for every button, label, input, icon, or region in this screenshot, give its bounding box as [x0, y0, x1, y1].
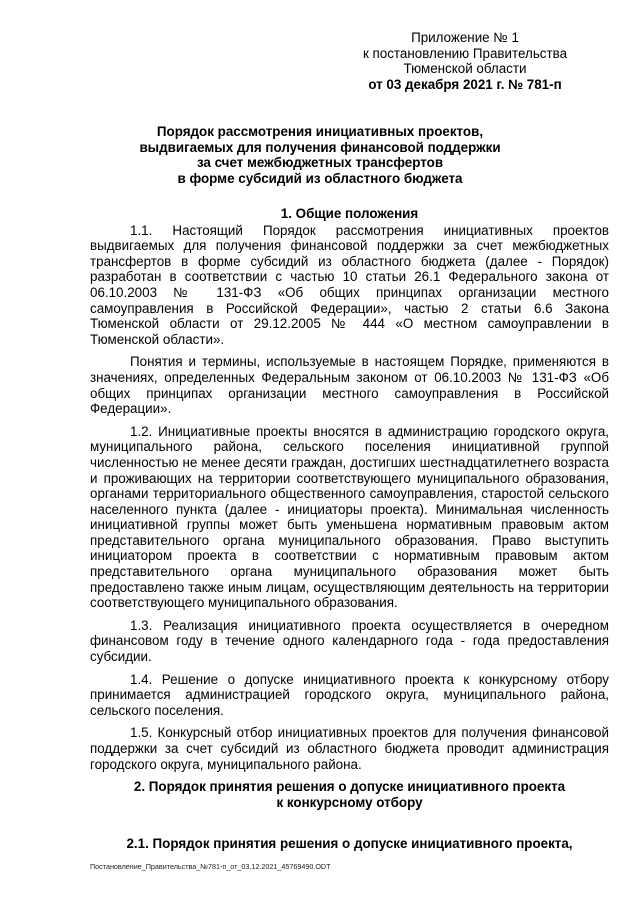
appendix-decree-ref: к постановлению Правительства	[362, 45, 568, 61]
appendix-region: Тюменской области	[403, 61, 527, 77]
section-2-heading-line-1: 2. Порядок принятия решения о допуске инициативного проекта	[133, 779, 566, 795]
section-2-heading	[90, 779, 609, 810]
paragraph-terms: Понятия и термины, используемые в настоящем Порядке, применяются в значениях, определенных Федеральным законом от 06.10.2003 № 131-ФЗ «Об общих принципах организации местного самоуправления в Российской Федерации».	[90, 354, 609, 417]
paragraph-1-1: 1.1. Настоящий Порядок рассмотрения инициативных проектов выдвигаемых для получения финансовой поддержки за счет межбюджетных трансфертов в форме субсидий из областного бюджета (далее - Порядок) разработан в соответствии с частью 10 статьи 26.1 Федерального закона от 06.10.2003 № 131-ФЗ «Об общих принципах организации местного самоуправления в Российской Федерации», частью 2 статьи 6.6 Закона Тюменской области от 29.12.2005 № 444 «О местном самоуправлении в Тюменской области».	[90, 222, 609, 347]
title-line-4: в форме субсидий из областного бюджета	[177, 170, 463, 186]
document-body	[90, 206, 609, 852]
document-title	[90, 124, 550, 186]
title-line-3: за счет межбюджетных трансфертов	[196, 155, 444, 171]
appendix-number: Приложение № 1	[411, 30, 519, 45]
title-line-2: выдвигаемых для получения финансовой поддержки	[139, 139, 501, 155]
paragraph-1-5: 1.5. Конкурсный отбор инициативных проектов для получения финансовой поддержки за счет субсидий из областного бюджета проводит администрация городского округа, муниципального района.	[90, 725, 609, 772]
paragraph-1-3: 1.3. Реализация инициативного проекта осуществляется в очередном финансовом году в течение одного календарного года - года предоставления субсидии.	[90, 617, 609, 665]
section-2-heading-line-2: к конкурсному отбору	[276, 794, 423, 810]
title-line-1: Порядок рассмотрения инициативных проектов,	[156, 124, 484, 139]
paragraph-1-4: 1.4. Решение о допуске инициативного проекта к конкурсному отбору принимается администрацией городского округа, муниципального района, сельского поселения.	[90, 671, 609, 718]
appendix-block	[330, 30, 600, 92]
section-1-heading: 1. Общие положения	[280, 206, 419, 221]
subsection-2-1-heading: 2.1. Порядок принятия решения о допуске инициативного проекта,	[126, 836, 573, 852]
footer-filename: Постановление_Правительства_№781-п_от_03.12.2021_45769490.ODT	[90, 862, 331, 871]
appendix-date-number: от 03 декабря 2021 г. № 781-п	[368, 76, 562, 92]
paragraph-1-2: 1.2. Инициативные проекты вносятся в администрацию городского округа, муниципального района, сельского поселения инициативной группой численностью не менее десяти граждан, достигших шестнадцатилетнего возраста и проживающих на территории соответствующего муниципального образования, органами территориального общественного самоуправления, старостой сельского населенного пункта (далее - инициаторы проекта). Минимальная численность инициативной группы может быть уменьшена нормативным правовым актом представительного органа муниципального образования. Право выступить инициатором проекта в соответствии с нормативным правовым актом представительного органа муниципального образования может быть предоставлено также иным лицам, осуществляющим деятельность на территории соответствующего муниципального образования.	[90, 423, 609, 611]
